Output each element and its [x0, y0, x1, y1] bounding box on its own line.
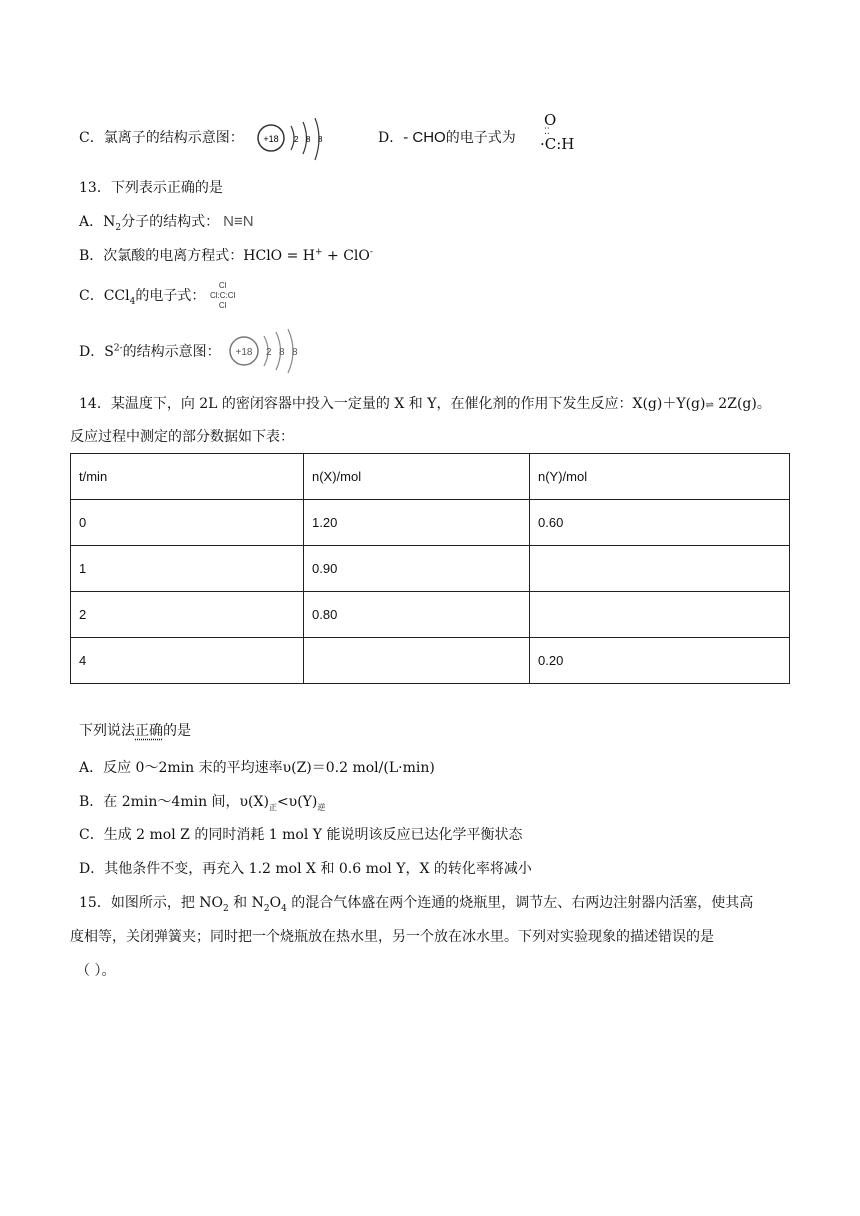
q12-option-d-formula: - CHO	[403, 129, 446, 146]
svg-text:8: 8	[279, 347, 285, 358]
table-header-row	[71, 454, 790, 500]
q14-option-c: C．生成 2 mol Z 的同时消耗 1 mol Y 能说明该反应已达化学平衡状态	[79, 827, 523, 843]
q12-option-d-suffix: 的电子式为	[445, 130, 516, 146]
table-header-cell: n(X)/mol	[304, 454, 530, 500]
q15-stem-line2: 度相等，关闭弹簧夹；同时把一个烧瓶放在热水里，另一个放在冰水里。下列对实验现象的描述错误的是	[70, 929, 714, 945]
q12-shell-3: 8	[318, 135, 323, 144]
q13-option-a: A．$N_2$分子的结构式： N≡N	[79, 213, 254, 233]
table-cell: 0.60	[530, 500, 790, 546]
q15-stem-line1: 15．如图所示，把 $NO_2$ 和 $N_2O_4$ 的混合气体盛在两个连通的烧瓶里，调节左、右两边注射器内活塞，使其高	[79, 895, 754, 914]
table-cell: 0.80	[304, 592, 530, 638]
q14-stem-line1: 14．某温度下，向 2L 的密闭容器中投入一定量的 X 和 Y，在催化剂的作用下发生反应：X(g)＋Y(g)⇌ 2Z(g)。	[79, 396, 771, 412]
table-cell: 0.20	[530, 638, 790, 684]
q14-option-b: B．在 2min～4min 间，$\upsilon(X)_正<\upsilon(Y)_逆$	[79, 794, 326, 812]
table-cell: 1.20	[304, 500, 530, 546]
table-row	[71, 592, 790, 638]
q15-stem-line3: （ ）。	[76, 963, 116, 979]
svg-text:8: 8	[292, 347, 298, 358]
cho-oxygen-atom: O	[544, 111, 557, 129]
table-cell	[530, 546, 790, 592]
q13-stem: 13．下列表示正确的是	[79, 180, 223, 196]
svg-text:+18: +18	[235, 347, 253, 358]
table-cell: 0	[71, 500, 304, 546]
table-header-cell: t/min	[71, 454, 304, 500]
table-row	[71, 500, 790, 546]
n2-structure-formula: N≡N	[223, 213, 254, 230]
table-row	[71, 638, 790, 684]
chlorine-ion-structure-diagram	[255, 118, 335, 164]
sulfide-ion-structure-diagram	[226, 328, 308, 374]
q13-option-c: C．CCl$_4$的电子式：	[79, 288, 206, 307]
table-cell: 0.90	[304, 546, 530, 592]
q12-option-c-label: C．氯离子的结构示意图：	[79, 130, 244, 146]
cho-electron-formula: O ⁚⁚ ·C:H	[540, 111, 575, 153]
table-row	[71, 546, 790, 592]
table-cell: 2	[71, 592, 304, 638]
q14-stem-line2: 反应过程中测定的部分数据如下表：	[70, 429, 294, 445]
ccl4-electron-formula: Cl Cl:C:Cl Cl	[210, 281, 236, 310]
svg-text:2: 2	[266, 347, 272, 358]
table-cell	[530, 592, 790, 638]
cho-carbon-hydrogen: ·C:H	[540, 135, 575, 153]
equilibrium-arrow: ⇌	[705, 400, 714, 411]
table-cell: 1	[71, 546, 304, 592]
q13-option-d: D．$S^{2-}$的结构示意图：	[79, 343, 221, 360]
emphasis-correct: 正确	[135, 723, 163, 739]
table-cell: 4	[71, 638, 304, 684]
table-header-cell: n(Y)/mol	[530, 454, 790, 500]
table-cell	[304, 638, 530, 684]
q12-nucleus-label: +18	[263, 134, 279, 144]
q14-option-a: A．反应 0～2min 末的平均速率υ(Z)＝0.2 mol/(L·min)	[79, 760, 435, 776]
q14-question: 下列说法正确的是	[79, 723, 191, 739]
q12-shell-1: 2	[294, 135, 299, 144]
data-table	[70, 453, 790, 684]
q12-option-c	[79, 128, 244, 148]
q12-option-d	[378, 128, 516, 148]
q14-option-d: D．其他条件不变，再充入 1.2 mol X 和 0.6 mol Y，X 的转化率将减小	[79, 861, 532, 877]
q12-shell-2: 8	[306, 135, 311, 144]
q12-option-d-prefix: D．	[378, 130, 404, 146]
q13-option-b: B．次氯酸的电离方程式：HClO = H+ + ClO-	[79, 247, 373, 264]
